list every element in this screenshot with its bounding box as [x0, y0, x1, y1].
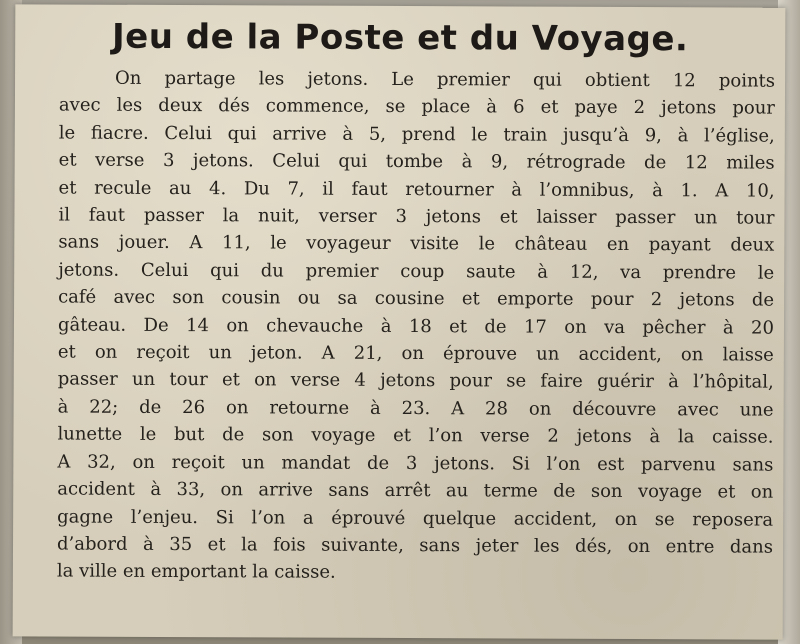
article-line: d’abord à 35 et la fois suivante, sans jeter les dés, on entre dans: [56, 533, 774, 558]
article-line: café avec son cousin ou sa cousine et emporte pour 2 jetons de: [58, 286, 775, 311]
newspaper-clipping: [13, 4, 786, 639]
article-line: lunette le but de son voyage et l’on verse 2 jetons à la caisse.: [57, 423, 774, 448]
article-line: le fiacre. Celui qui arrive à 5, prend le train jusqu’à 9, à l’église,: [58, 122, 775, 147]
article-line: il faut passer la nuit, verser 3 jetons et laisser passer un tour: [58, 204, 775, 229]
article-line: la ville en emportant la caisse.: [56, 560, 336, 584]
article-line: accident à 33, on arrive sans arrêt au terme de son voyage et on: [57, 478, 774, 503]
article-line: gâteau. De 14 on chevauche à 18 et de 17 on va pêcher à 20: [57, 314, 775, 339]
article-line: On partage les jetons. Le premier qui obtient 12 points: [115, 67, 776, 92]
article-line: jetons. Celui qui du premier coup saute à 12, va prendre le: [58, 259, 775, 284]
article-line: à 22; de 26 on retourne à 23. A 28 on découvre avec une: [57, 396, 774, 421]
article-line: et verse 3 jetons. Celui qui tombe à 9, rétrograde de 12 miles: [58, 149, 775, 174]
article-line: A 32, on reçoit un mandat de 3 jetons. Si l’on est parvenu sans: [57, 451, 774, 476]
article-body: [57, 65, 775, 589]
article-line: avec les deux dés commence, se place à 6 et paye 2 jetons pour: [58, 94, 775, 120]
article-line: et on reçoit un jeton. A 21, on éprouve un accident, on laisse: [57, 341, 774, 366]
article-title: Jeu de la Poste et du Voyage.: [111, 16, 689, 60]
article-line: et recule au 4. Du 7, il faut retourner à l’omnibus, à 1. A 10,: [58, 177, 775, 202]
article-line: passer un tour et on verse 4 jetons pour se faire guérir à l’hôpital,: [57, 368, 774, 394]
article-line: sans jouer. A 11, le voyageur visite le château en payant deux: [58, 231, 775, 257]
article-line: gagne l’enjeu. Si l’on a éprouvé quelque accident, on se reposera: [57, 506, 774, 531]
